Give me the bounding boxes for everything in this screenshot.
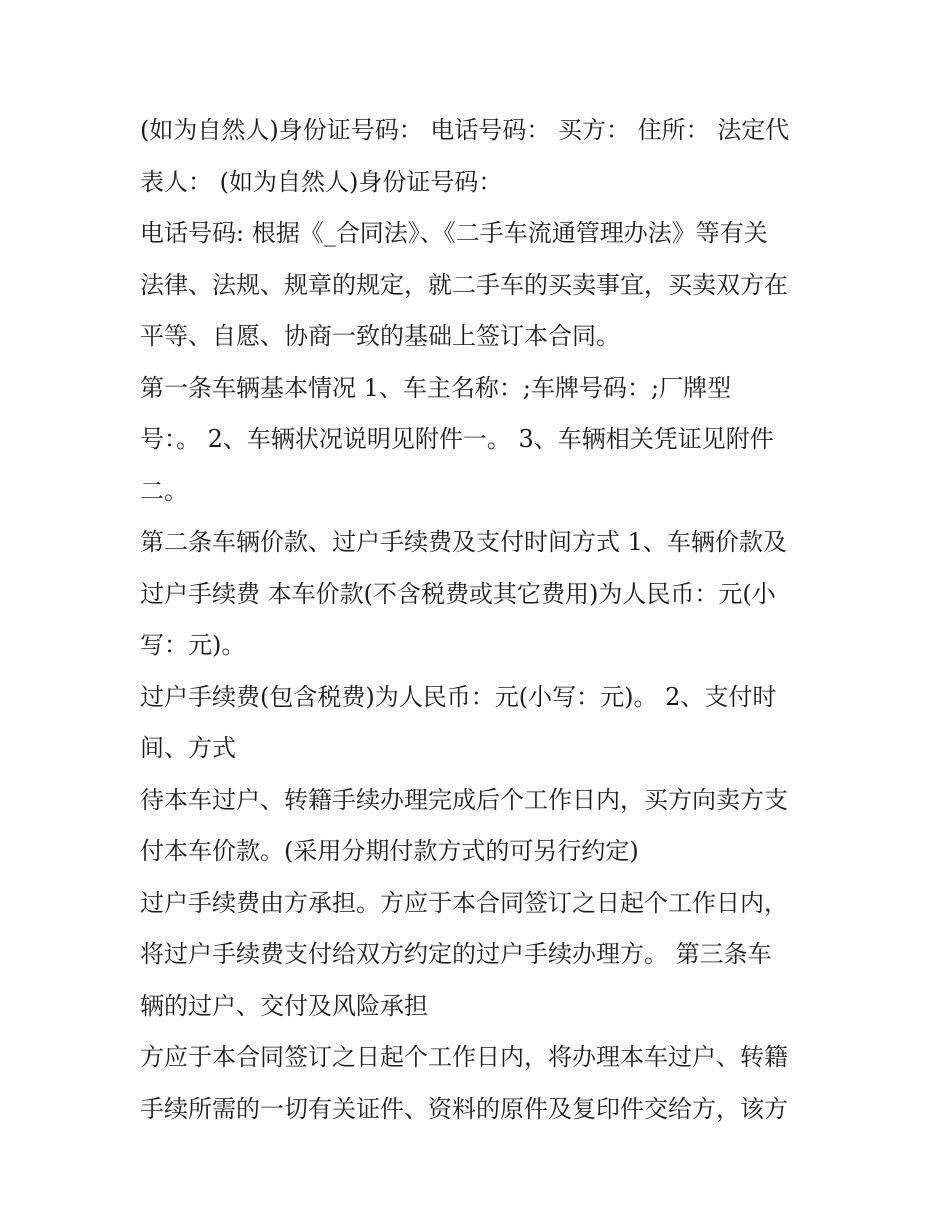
text-line: 表人： (如为自然人)身份证号码： <box>140 167 503 196</box>
text-line: 间、方式 <box>140 734 236 762</box>
text-line: 号：。 2、车辆状况说明见附件一。 3、车辆相关凭证见附件 <box>140 425 774 453</box>
text-line: 过户手续费(包含税费)为人民币：元(小写：元)。 2、支付时 <box>140 682 777 711</box>
text-line: 二。 <box>140 476 188 505</box>
contract-text <box>140 105 820 1135</box>
text-line: 付本车价款。(采用分期付款方式的可另行约定) <box>140 837 639 865</box>
text-line: 将过户手续费支付给双方约定的过户手续办理方。 第三条车 <box>140 940 772 968</box>
text-line: 第二条车辆价款、过户手续费及支付时间方式 1、车辆价款及 <box>140 528 787 556</box>
text-line: (如为自然人)身份证号码： 电话号码： 买方： 住所： 法定代 <box>140 116 790 144</box>
text-line: 过户手续费 本车价款(不含税费或其它费用)为人民币：元(小 <box>140 579 776 608</box>
text-line: 待本车过户、转籍手续办理完成后个工作日内，买方向卖方支 <box>140 785 788 814</box>
text-line: 第一条车辆基本情况 1、车主名称：;车牌号码：;厂牌型 <box>140 373 732 402</box>
text-line: 平等、自愿、协商一致的基础上签订本合同。 <box>140 322 620 350</box>
text-line: 过户手续费由方承担。方应于本合同签订之日起个工作日内， <box>140 888 788 917</box>
text-line: 辆的过户、交付及风险承担 <box>140 991 428 1020</box>
text-line: 手续所需的一切有关证件、资料的原件及复印件交给方，该方 <box>140 1094 788 1123</box>
text-line: 电话号码: 根据《_合同法》、《二手车流通管理办法》等有关 <box>140 219 768 247</box>
text-line: 法律、法规、规章的规定，就二手车的买卖事宜，买卖双方在 <box>140 270 788 299</box>
text-line: 方应于本合同签订之日起个工作日内，将办理本车过户、转籍 <box>140 1043 788 1071</box>
text-line: 写：元)。 <box>140 631 246 659</box>
